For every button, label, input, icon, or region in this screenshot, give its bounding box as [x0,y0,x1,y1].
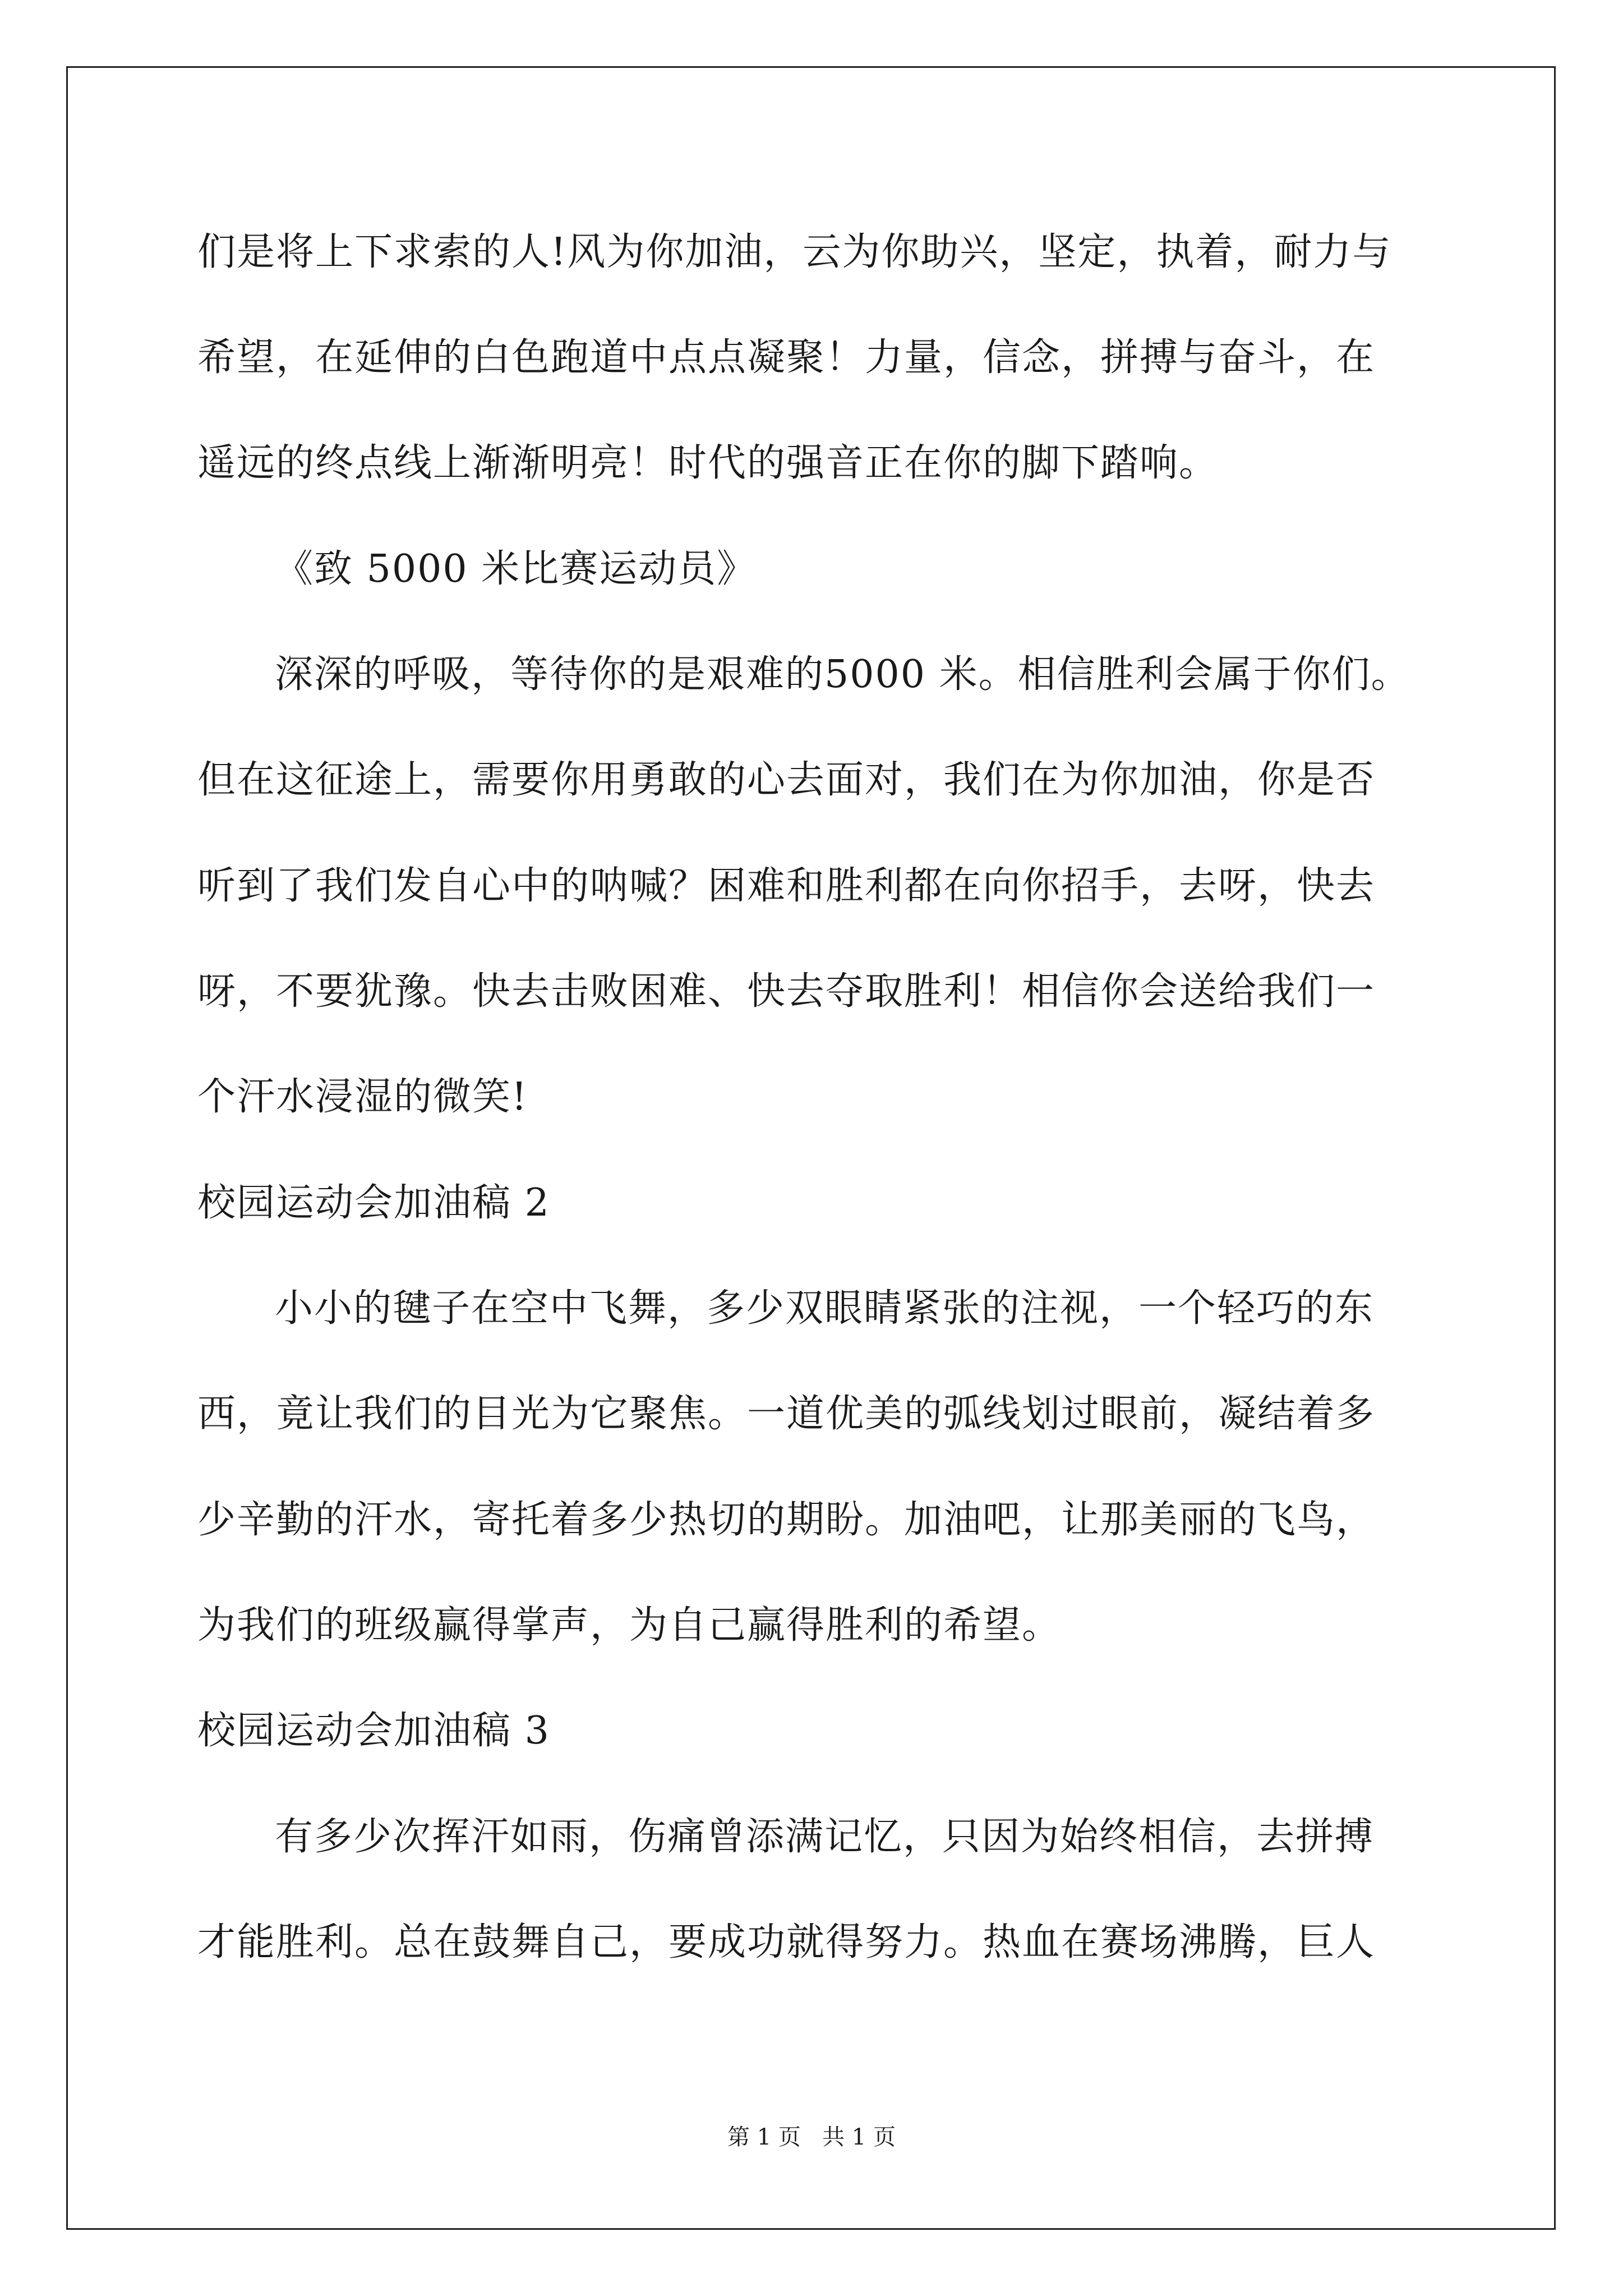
page-border [66,66,1556,2230]
paragraph-line: 们是将上下求索的人!风为你加油，云为你助兴，坚定，执着，耐力与 [197,230,1392,274]
section-heading: 校园运动会加油稿 3 [197,1709,550,1753]
section-heading: 校园运动会加油稿 2 [197,1181,550,1225]
paragraph-line: 呀，不要犹豫。快去击败困难、快去夺取胜利！相信你会送给我们一 [197,969,1376,1014]
paragraph-line: 但在这征途上，需要你用勇敢的心去面对，我们在为你加油，你是否 [197,758,1376,802]
paragraph-line: 少辛勤的汗水，寄托着多少热切的期盼。加油吧，让那美丽的飞鸟， [197,1498,1376,1542]
paragraph-line: 希望，在延伸的白色跑道中点点凝聚！力量，信念，拼搏与奋斗，在 [197,335,1376,380]
paragraph-line: 深深的呼吸，等待你的是艰难的5000 米。相信胜利会属于你们。 [275,652,1410,697]
paragraph-line: 为我们的班级赢得掌声，为自己赢得胜利的希望。 [197,1603,1062,1648]
paragraph-line: 听到了我们发自心中的呐喊？困难和胜利都在向你招手，去呀，快去 [197,864,1376,908]
paragraph-line: 有多少次挥汗如雨，伤痛曾添满记忆，只因为始终相信，去拼搏 [275,1815,1375,1859]
paragraph-line: 遥远的终点线上渐渐明亮！时代的强音正在你的脚下踏响。 [197,441,1219,485]
poem-title: 《致 5000 米比赛运动员》 [275,547,757,591]
paragraph-line: 才能胜利。总在鼓舞自己，要成功就得努力。热血在赛场沸腾，巨人 [197,1920,1376,1964]
page-footer: 第 1 页 共 1 页 [727,2124,896,2150]
paragraph-line: 西，竟让我们的目光为它聚焦。一道优美的弧线划过眼前，凝结着多 [197,1392,1376,1436]
paragraph-line: 个汗水浸湿的微笑! [197,1075,528,1119]
paragraph-line: 小小的毽子在空中飞舞，多少双眼睛紧张的注视，一个轻巧的东 [275,1286,1375,1331]
